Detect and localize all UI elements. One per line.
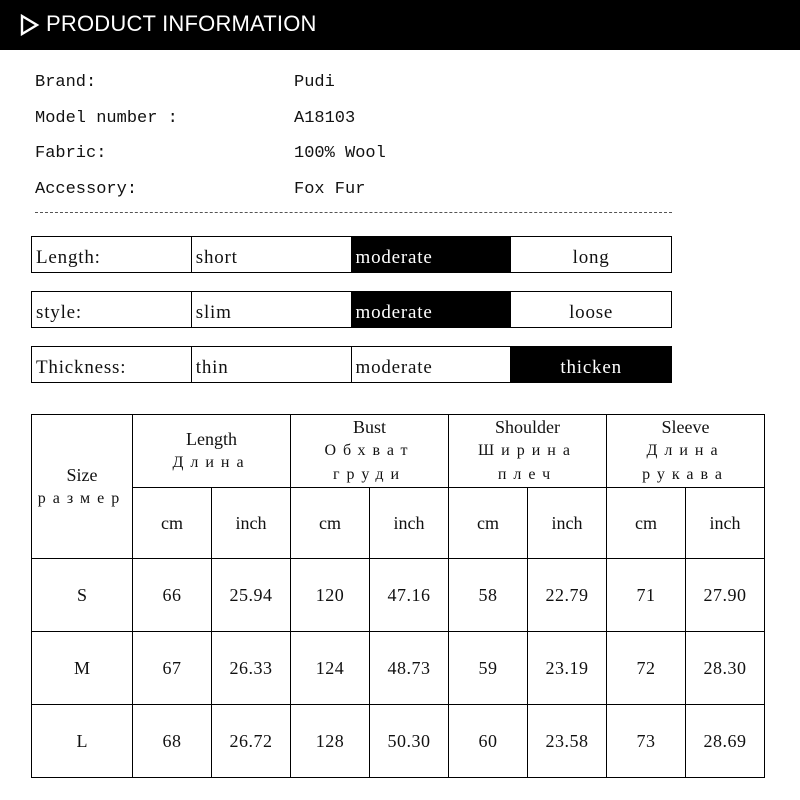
unit-header: cm [449,488,528,559]
value-cell: 71 [607,559,686,632]
group-header-ru: Обхват груди [324,442,415,483]
value-cell: 58 [449,559,528,632]
value-cell: 66 [133,559,212,632]
value-cell: 124 [291,632,370,705]
group-header-en: Sleeve [661,417,710,437]
size-header-en: Size [66,464,98,485]
size-header-ru: размер [37,489,127,507]
size-column-header [32,415,133,559]
value-cell: 23.58 [528,705,607,778]
length-attribute-row [31,236,672,273]
accessory-value: Fox Fur [294,180,366,199]
length-option-short: short [192,237,352,272]
unit-header: cm [607,488,686,559]
value-cell: 50.30 [370,705,449,778]
value-cell: 26.33 [212,632,291,705]
play-triangle-icon [20,14,40,36]
value-cell: 47.16 [370,559,449,632]
unit-header: inch [686,488,765,559]
style-attribute-label: style: [32,292,192,327]
table-row [32,705,765,778]
table-row [32,559,765,632]
value-cell: 25.94 [212,559,291,632]
table-row [32,632,765,705]
value-cell: 128 [291,705,370,778]
thickness-attribute-row [31,346,672,383]
page-title: PRODUCT INFORMATION [46,11,317,36]
thickness-option-thicken: thicken [511,347,671,382]
size-cell: S [32,559,133,632]
thickness-option-thin: thin [192,347,352,382]
group-header-en: Shoulder [495,417,560,437]
group-header-ru: Ширина плеч [478,442,577,483]
model-number-label: Model number : [35,109,178,128]
unit-header: inch [212,488,291,559]
thickness-option-moderate: moderate [352,347,512,382]
size-chart-table [31,414,765,778]
unit-header: inch [528,488,607,559]
unit-header: cm [133,488,212,559]
fabric-value: 100% Wool [294,144,386,163]
value-cell: 22.79 [528,559,607,632]
unit-header: cm [291,488,370,559]
bust-group-header [291,415,449,488]
dashed-divider [35,212,672,213]
group-header-en: Bust [352,417,386,437]
value-cell: 28.30 [686,632,765,705]
value-cell: 73 [607,705,686,778]
style-option-slim: slim [192,292,352,327]
style-option-moderate: moderate [352,292,512,327]
value-cell: 48.73 [370,632,449,705]
value-cell: 28.69 [686,705,765,778]
value-cell: 68 [133,705,212,778]
value-cell: 60 [449,705,528,778]
sleeve-group-header [607,415,765,488]
accessory-label: Accessory: [35,180,138,199]
value-cell: 59 [449,632,528,705]
group-header-ru: Длина [172,454,251,471]
length-option-long: long [572,246,610,268]
style-attribute-row [31,291,672,328]
length-group-header [133,415,291,488]
value-cell: 26.72 [212,705,291,778]
shoulder-group-header [449,415,607,488]
model-number-value: A18103 [294,109,356,128]
value-cell: 120 [291,559,370,632]
fabric-label: Fabric: [35,144,107,163]
length-option-moderate: moderate [352,237,512,272]
header-bar [0,0,800,50]
value-cell: 23.19 [528,632,607,705]
unit-header: inch [370,488,449,559]
value-cell: 72 [607,632,686,705]
size-cell: L [32,705,133,778]
thickness-attribute-label: Thickness: [32,347,192,382]
group-header-ru: Длина рукава [642,442,729,483]
style-option-loose: loose [569,301,614,323]
size-cell: M [32,632,133,705]
value-cell: 27.90 [686,559,765,632]
length-attribute-label: Length: [32,237,192,272]
group-header-en: Length [186,429,237,449]
brand-label: Brand: [35,73,97,92]
value-cell: 67 [133,632,212,705]
brand-value: Pudi [294,73,335,92]
